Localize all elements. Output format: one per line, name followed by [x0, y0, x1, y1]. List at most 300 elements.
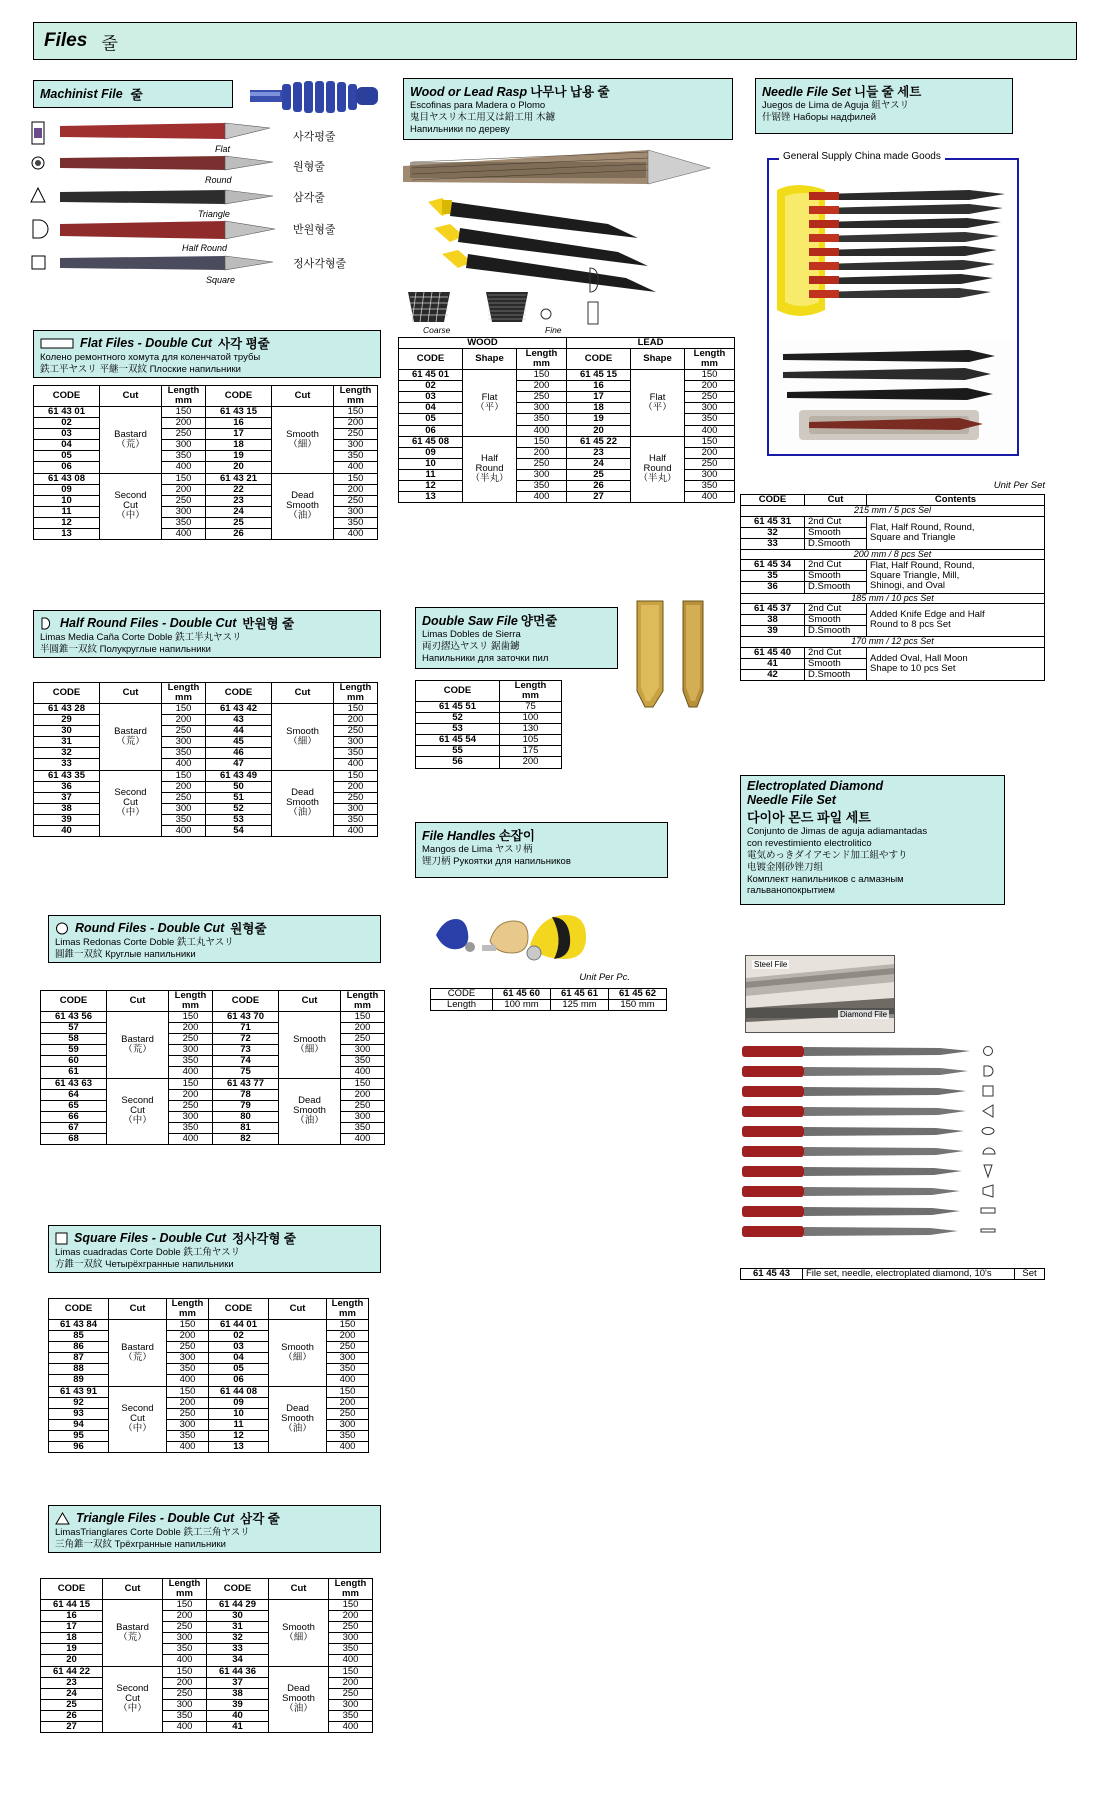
- cell-length-left: 200: [162, 715, 206, 726]
- diamond-label-1: Electroplated Diamond: [747, 779, 884, 793]
- cell-code-left: 09: [34, 484, 100, 495]
- cell-cut: 2nd Cut: [805, 516, 867, 527]
- shape-name-halfround: 반원형줄: [293, 224, 336, 236]
- cell-length-wood: 250: [517, 458, 567, 469]
- cell-code: 61 45 31: [741, 516, 805, 527]
- cell-cut-left: Bastard （荒）: [107, 1012, 169, 1078]
- cell-length-right: 150: [329, 1600, 373, 1611]
- cell-length-right: 350: [334, 517, 378, 528]
- cell-code-wood: 61 45 08: [399, 436, 463, 447]
- column-header-cut: Cut: [272, 386, 334, 407]
- cell-code: 61 45 40: [741, 647, 805, 658]
- cell-code-right: 71: [213, 1023, 279, 1034]
- half-round-files-label: Half Round Files - Double Cut: [60, 616, 237, 630]
- cell-length-right: 350: [334, 814, 378, 825]
- cell-code: 61 45 37: [741, 604, 805, 615]
- table-row: [34, 704, 378, 715]
- column-header-cut: Cut: [100, 683, 162, 704]
- cell-cut-right: Dead Smooth （油）: [272, 770, 334, 836]
- column-header-code: CODE: [207, 1579, 269, 1600]
- cell-length-left: 200: [163, 1611, 207, 1622]
- table-row: [399, 414, 735, 425]
- flat-files-label: Flat Files - Double Cut: [80, 336, 212, 350]
- cell-length-left: 300: [162, 506, 206, 517]
- table-row: [741, 647, 1045, 658]
- cell-code: 42: [741, 669, 805, 680]
- shape-name-round: 원형줄: [293, 161, 325, 173]
- cell-cut: D.Smooth: [805, 538, 867, 549]
- cell-length-right: 150: [327, 1320, 369, 1331]
- cell-length-left: 250: [167, 1408, 209, 1419]
- column-header-code: CODE: [34, 386, 100, 407]
- cell-code-left: 87: [49, 1353, 109, 1364]
- cell-length-left: 250: [163, 1688, 207, 1699]
- cell-code-wood: 03: [399, 392, 463, 403]
- column-header-cut: Cut: [109, 1299, 167, 1320]
- cell-code-lead: 16: [567, 381, 631, 392]
- cell-code-left: 23: [41, 1677, 103, 1688]
- machinist-file-label: Machinist File: [40, 87, 123, 101]
- cell-code-left: 61 43 84: [49, 1320, 109, 1331]
- cell-length-left: 350: [167, 1430, 209, 1441]
- cell-length-right: 200: [329, 1611, 373, 1622]
- cell-code-left: 61 44 15: [41, 1600, 103, 1611]
- steel-file-photo-label: Steel File: [754, 960, 788, 969]
- set-size-row: [741, 637, 1045, 648]
- cell-length-right: 400: [329, 1721, 373, 1732]
- cell-code: 32: [741, 527, 805, 538]
- cell-length-left: 350: [162, 451, 206, 462]
- cell-code-wood: 09: [399, 447, 463, 458]
- column-header-code: CODE: [49, 1299, 109, 1320]
- cell-length-lead: 300: [685, 469, 735, 480]
- cell-code-wood: 10: [399, 458, 463, 469]
- cell-code-right: 72: [213, 1034, 279, 1045]
- cell-length-left: 150: [163, 1600, 207, 1611]
- shape-name-square: 정사각형줄: [293, 258, 347, 270]
- cell-code-left: 92: [49, 1397, 109, 1408]
- cell-length-left: 400: [169, 1067, 213, 1078]
- cell-code-left: 64: [41, 1089, 107, 1100]
- cell-shape-lead: Flat （平）: [631, 370, 685, 436]
- cell-length-left: 150: [162, 770, 206, 781]
- table-row: [399, 381, 735, 392]
- cell-cut-right: Smooth （細）: [269, 1600, 329, 1666]
- rasp-caption-coarse: Coarse: [423, 325, 451, 335]
- cell-length-left: 350: [163, 1644, 207, 1655]
- cell-length-left: 250: [162, 726, 206, 737]
- cell-code-right: 40: [207, 1710, 269, 1721]
- cell-cut-left: Bastard （荒）: [103, 1600, 163, 1666]
- diamond-sub2: con revestimiento electrolitico: [747, 837, 872, 849]
- cell-code-right: 61 43 77: [213, 1078, 279, 1089]
- cell-length-lead: 150: [685, 370, 735, 381]
- cell-code-lead: 24: [567, 458, 631, 469]
- cell-length-left: 200: [169, 1023, 213, 1034]
- column-header-cut: Cut: [107, 991, 169, 1012]
- cell-shape-lead: Half Round （半丸）: [631, 436, 685, 502]
- machinist-shape-names: [293, 128, 388, 285]
- file-handles-image: [430, 905, 610, 975]
- cell-length-left: 350: [163, 1710, 207, 1721]
- cell-code-left: 18: [41, 1633, 103, 1644]
- cell-cut-right: Smooth （細）: [272, 407, 334, 473]
- cell-length-left: 200: [162, 484, 206, 495]
- cell-cut: 2nd Cut: [805, 560, 867, 571]
- cell-code-right: 24: [206, 506, 272, 517]
- cell-code-left: 61: [41, 1067, 107, 1078]
- cell-length-left: 350: [162, 748, 206, 759]
- table-row: [431, 1000, 667, 1011]
- diamond-label-2: Needle File Set: [747, 793, 836, 807]
- cell-length-left: 350: [169, 1056, 213, 1067]
- cell-length-left: 200: [169, 1089, 213, 1100]
- cell-code-right: 79: [213, 1100, 279, 1111]
- cell-code-lead: 20: [567, 425, 631, 436]
- rasp-label: Wood or Lead Rasp: [410, 85, 528, 99]
- cell-cut: 2nd Cut: [805, 604, 867, 615]
- cell-code-right: 53: [206, 814, 272, 825]
- file-handles-table-wrap: [430, 988, 667, 1011]
- cell-code-left: 60: [41, 1056, 107, 1067]
- cell-length-right: 350: [334, 748, 378, 759]
- cell-code: 35: [741, 571, 805, 582]
- table-row: [416, 702, 562, 713]
- cell-code-lead: 61 45 22: [567, 436, 631, 447]
- cell-length-left: 400: [167, 1441, 209, 1452]
- needle-table-wrap: [740, 494, 1045, 681]
- cell-code-wood: 05: [399, 414, 463, 425]
- table-row: [416, 724, 562, 735]
- cell-code: 33: [741, 538, 805, 549]
- cell-code-right: 61 43 21: [206, 473, 272, 484]
- half-round-files-title: [33, 610, 381, 658]
- table-row: [416, 713, 562, 724]
- cell-length-wood: 250: [517, 392, 567, 403]
- saw-file-table: [415, 680, 562, 769]
- cell-contents: Flat, Half Round, Round, Square and Triangle: [867, 516, 1045, 549]
- cell-code-left: 27: [41, 1721, 103, 1732]
- saw-file-table-wrap: [415, 680, 562, 769]
- cell-code-right: 44: [206, 726, 272, 737]
- table-row: [399, 425, 735, 436]
- cell-code-right: 30: [207, 1611, 269, 1622]
- cell-code-right: 73: [213, 1045, 279, 1056]
- set-size-row: [741, 593, 1045, 604]
- cell-length-lead: 400: [685, 425, 735, 436]
- cell-unit: Set: [1015, 1269, 1045, 1280]
- cell-length-right: 300: [327, 1353, 369, 1364]
- cell-code-right: 38: [207, 1688, 269, 1699]
- cell-code-right: 34: [207, 1655, 269, 1666]
- cell-shape-wood: Half Round （半丸）: [463, 436, 517, 502]
- table-row: [741, 516, 1045, 527]
- column-header-length: Length mm: [162, 683, 206, 704]
- column-header-code: CODE: [206, 683, 272, 704]
- square-sub2: 方錐一双紋 Четырёхгранные напильники: [55, 1258, 234, 1270]
- set-size-row: [741, 506, 1045, 517]
- table-row: [741, 560, 1045, 571]
- triangle-files-label: Triangle Files - Double Cut: [76, 1511, 235, 1525]
- cell-code-left: 95: [49, 1430, 109, 1441]
- flat-files-table-wrap: [33, 385, 378, 540]
- flat-files-sub1: Колено ремонтного хомута для коленчатой трубы: [40, 352, 261, 363]
- cell-length: 125 mm: [551, 1000, 609, 1011]
- half-round-shape-icon: [40, 617, 54, 630]
- cell-code-wood: 04: [399, 403, 463, 414]
- column-header-length: Length mm: [329, 1579, 373, 1600]
- cell-length: 105: [500, 735, 562, 746]
- cell-length: 100: [500, 713, 562, 724]
- row-header-code: CODE: [431, 989, 493, 1000]
- cell-code-right: 41: [207, 1721, 269, 1732]
- column-header-code: CODE: [209, 1299, 269, 1320]
- cell-code-right: 16: [206, 418, 272, 429]
- cell-code-left: 12: [34, 517, 100, 528]
- cell-length-lead: 400: [685, 491, 735, 502]
- rasp-caption-fine: Fine: [545, 325, 562, 335]
- square-files-label: Square Files - Double Cut: [74, 1231, 227, 1245]
- triangle-shape-icon: [55, 1512, 70, 1525]
- table-row: [34, 407, 378, 418]
- triangle-sub1: LimasTrianglares Corte Doble 鉄工三角ヤスリ: [55, 1527, 250, 1538]
- cell-length-left: 150: [162, 473, 206, 484]
- handles-sub2: 锂刀柄 Рукоятки для напильников: [422, 855, 571, 867]
- svg-text:Square: Square: [206, 275, 236, 285]
- cell-length-left: 150: [162, 704, 206, 715]
- cell-length-right: 250: [334, 495, 378, 506]
- cell-code-left: 17: [41, 1622, 103, 1633]
- table-row: [399, 436, 735, 447]
- cell-length-left: 300: [167, 1419, 209, 1430]
- cell-code-right: 06: [209, 1375, 269, 1386]
- cell-length-right: 250: [341, 1100, 385, 1111]
- cell-length-right: 200: [327, 1331, 369, 1342]
- half-round-table-wrap: [33, 682, 378, 837]
- cell-code-wood: 12: [399, 480, 463, 491]
- cell-length-right: 250: [341, 1034, 385, 1045]
- cell-length-left: 300: [167, 1353, 209, 1364]
- cell-code-right: 17: [206, 429, 272, 440]
- cell-code-right: 02: [209, 1331, 269, 1342]
- cell-code-right: 61 43 49: [206, 770, 272, 781]
- cell-code-right: 61 43 70: [213, 1012, 279, 1023]
- cell-code-left: 33: [34, 759, 100, 770]
- cell-code-right: 78: [213, 1089, 279, 1100]
- cell-length-right: 350: [329, 1644, 373, 1655]
- page-title-banner: [33, 22, 1077, 60]
- cell-description: File set, needle, electroplated diamond, 10's: [803, 1269, 1015, 1280]
- round-sub2: 圓錐一双紋 Круглые напильники: [55, 948, 196, 960]
- cell-cut: Smooth: [805, 658, 867, 669]
- flat-files-korean: 사각 평줄: [217, 337, 270, 351]
- cell-length-right: 200: [341, 1089, 385, 1100]
- file-code-table: [48, 1298, 369, 1453]
- cell-length: 100 mm: [493, 1000, 551, 1011]
- cell-code-left: 88: [49, 1364, 109, 1375]
- cell-length-right: 300: [341, 1045, 385, 1056]
- cell-code-lead: 17: [567, 392, 631, 403]
- cell-length-right: 200: [334, 418, 378, 429]
- cell-cut-left: Second Cut （中）: [100, 770, 162, 836]
- cell-code: 61 45 54: [416, 735, 500, 746]
- cell-length-left: 400: [162, 462, 206, 473]
- cell-length-left: 200: [162, 781, 206, 792]
- cell-code-left: 57: [41, 1023, 107, 1034]
- page-title-korean: 줄: [101, 33, 118, 53]
- file-code-table: [33, 682, 378, 837]
- column-header-code: CODE: [41, 1579, 103, 1600]
- cell-length-left: 250: [162, 429, 206, 440]
- cell-code-left: 61 43 35: [34, 770, 100, 781]
- table-row: [41, 1078, 385, 1089]
- cell-length-left: 300: [162, 803, 206, 814]
- table-row: [49, 1386, 369, 1397]
- cell-code-left: 37: [34, 792, 100, 803]
- cell-code-right: 50: [206, 781, 272, 792]
- cell-code: 61 45 51: [416, 702, 500, 713]
- cell-cut-left: Bastard （荒）: [100, 704, 162, 770]
- file-handles-title: [415, 822, 668, 878]
- cell-code-right: 61 43 42: [206, 704, 272, 715]
- cell-length-right: 250: [329, 1688, 373, 1699]
- cell-code-right: 37: [207, 1677, 269, 1688]
- cell-length-right: 200: [334, 484, 378, 495]
- column-header-code: CODE: [741, 495, 805, 506]
- cell-length-wood: 350: [517, 414, 567, 425]
- cell-length-left: 200: [167, 1331, 209, 1342]
- cell-length-right: 150: [341, 1078, 385, 1089]
- cell-code-left: 65: [41, 1100, 107, 1111]
- table-row: [41, 1012, 385, 1023]
- cell-cut-right: Dead Smooth （油）: [279, 1078, 341, 1144]
- diamond-title: [740, 775, 1005, 905]
- column-header-code: CODE: [213, 991, 279, 1012]
- column-header-cut: Cut: [103, 1579, 163, 1600]
- diamond-footer-table-wrap: [740, 1268, 1045, 1280]
- cell-code: 61 45 62: [609, 989, 667, 1000]
- cell-length-left: 150: [169, 1078, 213, 1089]
- cell-length-right: 300: [327, 1419, 369, 1430]
- saw-sub2: 両刃摺込ヤスリ 鋸歯鑢: [422, 640, 520, 652]
- column-header-code: CODE: [399, 349, 463, 370]
- cell-code-right: 51: [206, 792, 272, 803]
- table-row: [399, 480, 735, 491]
- cell-code-right: 22: [206, 484, 272, 495]
- cell-length-left: 150: [167, 1320, 209, 1331]
- cell-code-left: 61 43 28: [34, 704, 100, 715]
- cell-code-wood: 06: [399, 425, 463, 436]
- column-header-code: CODE: [41, 991, 107, 1012]
- cell-length: 175: [500, 746, 562, 757]
- needle-file-photo: [767, 151, 1019, 456]
- cell-length-right: 150: [334, 473, 378, 484]
- cell-length-left: 250: [169, 1034, 213, 1045]
- cell-code-left: 05: [34, 451, 100, 462]
- cell-code-left: 29: [34, 715, 100, 726]
- flat-files-title: [33, 330, 381, 378]
- round-files-title: [48, 915, 381, 963]
- column-header-contents: Contents: [867, 495, 1045, 506]
- rasp-sub2: 鬼目ヤスリ木工用又は鉛工用 木鑢: [410, 111, 555, 123]
- cell-cut-right: Dead Smooth （油）: [272, 473, 334, 539]
- cell-length-left: 300: [163, 1633, 207, 1644]
- column-header-code: CODE: [567, 349, 631, 370]
- cell-code-left: 32: [34, 748, 100, 759]
- cell-cut-left: Bastard （荒）: [109, 1320, 167, 1386]
- round-table-wrap: [40, 990, 385, 1145]
- cell-length-left: 150: [163, 1666, 207, 1677]
- round-files-korean: 원형줄: [230, 922, 267, 936]
- cell-code-right: 13: [209, 1441, 269, 1452]
- cell-cut-left: Second Cut （中）: [109, 1386, 167, 1452]
- half-round-files-korean: 반원형 줄: [242, 617, 295, 631]
- cell-code-right: 47: [206, 759, 272, 770]
- cell-contents: Flat, Half Round, Round, Square Triangle, Mill, Shinogi, and Oval: [867, 560, 1045, 593]
- cell-length-right: 300: [329, 1699, 373, 1710]
- table-row: [399, 392, 735, 403]
- cell-contents: Added Knife Edge and Half Round to 8 pcs Set: [867, 604, 1045, 637]
- cell-length-right: 250: [334, 726, 378, 737]
- cell-length-right: 400: [327, 1441, 369, 1452]
- column-header-shape: Shape: [631, 349, 685, 370]
- cell-length-wood: 150: [517, 436, 567, 447]
- svg-text:Round: Round: [205, 175, 232, 185]
- column-header-cut: Cut: [100, 386, 162, 407]
- cell-length: 130: [500, 724, 562, 735]
- cell-shape-wood: Flat （平）: [463, 370, 517, 436]
- cell-cut-left: Second Cut （中）: [107, 1078, 169, 1144]
- cell-length-wood: 300: [517, 403, 567, 414]
- rasp-sub1: Escofinas para Madera o Plomo: [410, 100, 546, 111]
- needle-file-set-title: [755, 78, 1013, 134]
- cell-code-left: 10: [34, 495, 100, 506]
- cell-code-wood: 11: [399, 469, 463, 480]
- cell-set-size: 170 mm / 12 pcs Set: [741, 637, 1045, 648]
- saw-sub3: Напильники для заточки пил: [422, 652, 549, 664]
- cell-length-wood: 400: [517, 491, 567, 502]
- cell-code-right: 80: [213, 1111, 279, 1122]
- needle-label: Needle File Set: [762, 85, 851, 99]
- cell-length-left: 350: [169, 1122, 213, 1133]
- cell-code-left: 61 43 08: [34, 473, 100, 484]
- cell-length-left: 300: [169, 1111, 213, 1122]
- cell-length-right: 150: [334, 407, 378, 418]
- cell-length-right: 150: [329, 1666, 373, 1677]
- cell-code-right: 61 44 01: [209, 1320, 269, 1331]
- cell-code-right: 23: [206, 495, 272, 506]
- column-header-code: CODE: [34, 683, 100, 704]
- cell-code-left: 20: [41, 1655, 103, 1666]
- file-handles-korean: 손잡이: [498, 829, 535, 843]
- saw-sub1: Limas Dobles de Sierra: [422, 629, 521, 640]
- cell-code-right: 25: [206, 517, 272, 528]
- cell-code-right: 61 43 15: [206, 407, 272, 418]
- saw-file-korean: 양면줄: [520, 614, 558, 628]
- cell-code-right: 26: [206, 528, 272, 539]
- cell-code-left: 19: [41, 1644, 103, 1655]
- cell-code-lead: 26: [567, 480, 631, 491]
- cell-code-left: 61 44 22: [41, 1666, 103, 1677]
- cell-length-right: 350: [329, 1710, 373, 1721]
- rasp-image: [398, 142, 728, 327]
- page-title: Files: [44, 30, 88, 51]
- rasp-sub3: Напильники по дереву: [410, 123, 510, 135]
- cell-length-lead: 200: [685, 447, 735, 458]
- cell-length-left: 250: [162, 792, 206, 803]
- cell-length-lead: 250: [685, 458, 735, 469]
- saw-file-title: [415, 607, 618, 669]
